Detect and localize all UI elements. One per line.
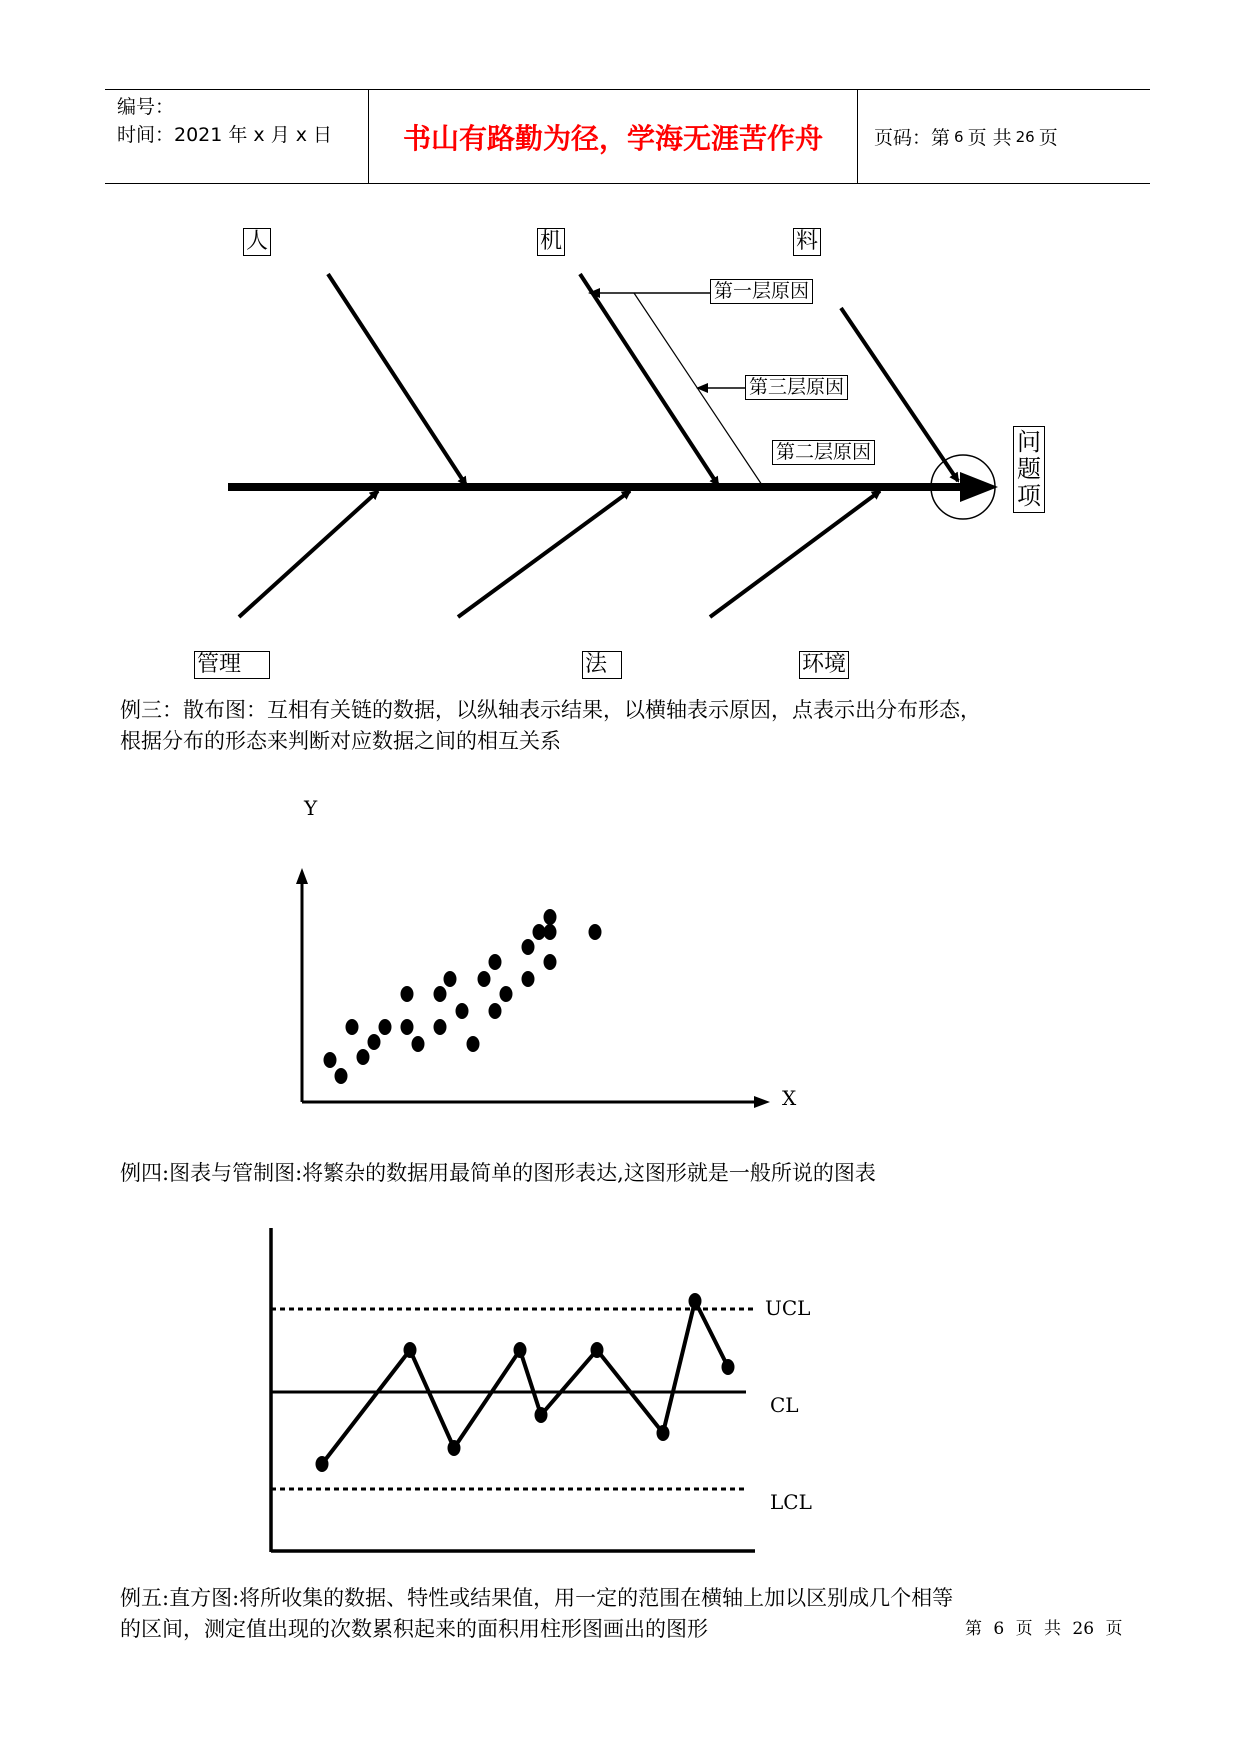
- category-environment: 环境: [799, 651, 849, 679]
- example3-line1: 例三：散布图：互相有关链的数据，以纵轴表示结果，以横轴表示原因，点表示出分布形态，: [120, 698, 981, 722]
- annotation-level2: 第二层原因: [772, 440, 875, 465]
- page-current: 6: [954, 127, 964, 146]
- page-suffix: 页: [1038, 127, 1058, 149]
- category-people: 人: [243, 228, 271, 256]
- category-management: 管理: [194, 651, 270, 679]
- problem-char-3: 项: [1017, 482, 1041, 510]
- annotation-level3: 第三层原因: [745, 375, 848, 400]
- example5-line2: 的区间，测定值出现的次数累积起来的面积用柱形图画出的图形: [120, 1617, 708, 1641]
- control-points: [316, 1293, 735, 1472]
- scatter-x-label: X: [782, 1086, 797, 1110]
- doc-number-label: 编号：: [117, 96, 175, 118]
- control-point: [689, 1293, 702, 1309]
- problem-char-1: 问: [1017, 428, 1041, 456]
- annotation-level1: 第一层原因: [710, 279, 813, 304]
- control-point: [514, 1342, 527, 1358]
- ucl-label: UCL: [765, 1296, 811, 1320]
- category-material: 料: [793, 228, 821, 256]
- header-motto: 书山有路勤为径，学海无涯苦作舟: [369, 90, 858, 183]
- scatter-y-label: Y: [304, 796, 318, 820]
- example5-line1: 例五:直方图:将所收集的数据、特性或结果值，用一定的范围在横轴上加以区别成几个相等: [120, 1586, 954, 1610]
- control-point: [316, 1456, 329, 1472]
- category-method: 法: [582, 651, 622, 679]
- control-point: [404, 1342, 417, 1358]
- control-series-line: [322, 1301, 728, 1464]
- footer-page-number: 第 6 页 共 26 页: [965, 1619, 1123, 1639]
- doc-time-label: 时间：2021 年 x 月 x 日: [117, 124, 333, 146]
- lcl-label: LCL: [770, 1490, 812, 1514]
- cl-label: CL: [770, 1393, 799, 1417]
- example4-text: 例四:图表与管制图:将繁杂的数据用最简单的图形表达,这图形就是一般所说的图表: [120, 1161, 876, 1185]
- control-point: [448, 1440, 461, 1456]
- category-machine: 机: [537, 228, 565, 256]
- control-point: [722, 1359, 735, 1375]
- example3-line2: 根据分布的形态来判断对应数据之间的相互关系: [120, 729, 561, 753]
- control-point: [535, 1407, 548, 1423]
- page-total: 26: [1015, 127, 1035, 146]
- page-prefix: 页码：第: [874, 127, 951, 149]
- control-point: [591, 1342, 604, 1358]
- page-mid: 页 共: [967, 127, 1012, 149]
- problem-char-2: 题: [1017, 455, 1041, 483]
- control-point: [657, 1425, 670, 1441]
